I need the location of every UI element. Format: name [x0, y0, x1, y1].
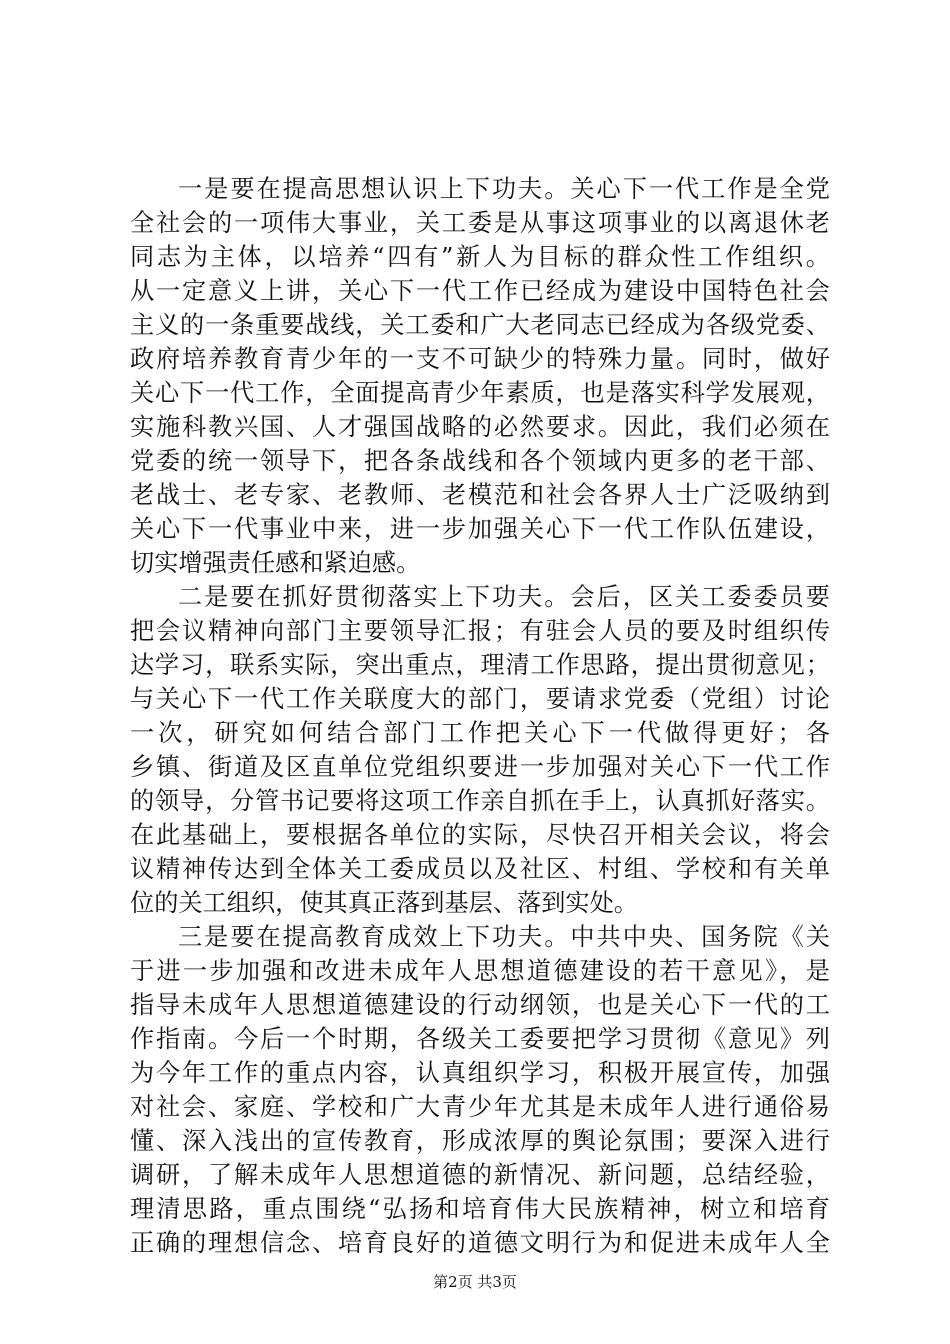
text-line: 理清思路，重点围绕“弘扬和培育伟大民族精神，树立和培育	[130, 1195, 830, 1223]
text-line: 乡镇、街道及区直单位党组织要进一步加强对关心下一代工作	[130, 753, 830, 781]
text-line: 三是要在提高教育成效上下功夫。中共中央、国务院《关	[178, 923, 830, 951]
text-line: 党委的统一领导下，把各条战线和各个领域内更多的老干部、	[130, 447, 830, 475]
text-line: 对社会、家庭、学校和广大青少年尤其是未成年人进行通俗易	[130, 1093, 830, 1121]
text-line: 全社会的一项伟大事业，关工委是从事这项事业的以离退休老	[130, 209, 830, 237]
text-line: 指导未成年人思想道德建设的行动纲领，也是关心下一代的工	[130, 991, 830, 1019]
text-line: 同志为主体，以培养“四有”新人为目标的群众性工作组织。	[130, 243, 830, 271]
text-line: 把会议精神向部门主要领导汇报；有驻会人员的要及时组织传	[130, 617, 830, 645]
text-line: 议精神传达到全体关工委成员以及社区、村组、学校和有关单	[130, 855, 830, 883]
text-line: 切实增强责任感和紧迫感。	[130, 549, 421, 577]
page-footer	[0, 1272, 950, 1292]
text-line: 为今年工作的重点内容，认真组织学习，积极开展宣传，加强	[130, 1059, 830, 1087]
paragraph-2	[130, 580, 830, 920]
text-line: 在此基础上，要根据各单位的实际，尽快召开相关会议，将会	[130, 821, 830, 849]
text-line: 一次，研究如何结合部门工作把关心下一代做得更好；各	[130, 719, 830, 747]
text-line: 实施科教兴国、人才强国战略的必然要求。因此，我们必须在	[130, 413, 830, 441]
text-line: 正确的理想信念、培育良好的道德文明行为和促进未成年人全	[130, 1229, 830, 1257]
text-line: 关心下一代事业中来，进一步加强关心下一代工作队伍建设，	[130, 515, 830, 543]
page-number-label: 第2页 共3页	[433, 1273, 517, 1291]
document-body	[130, 172, 830, 1260]
text-line: 达学习，联系实际，突出重点，理清工作思路，提出贯彻意见；	[130, 651, 830, 679]
text-line: 关心下一代工作，全面提高青少年素质，也是落实科学发展观，	[130, 379, 830, 407]
text-line: 与关心下一代工作关联度大的部门，要请求党委（党组）讨论	[130, 685, 830, 713]
text-line: 调研，了解未成年人思想道德的新情况、新问题，总结经验，	[130, 1161, 830, 1189]
text-line: 作指南。今后一个时期，各级关工委要把学习贯彻《意见》列	[130, 1025, 830, 1053]
paragraph-3	[130, 920, 830, 1260]
text-line: 主义的一条重要战线，关工委和广大老同志已经成为各级党委、	[130, 311, 830, 339]
text-line: 从一定意义上讲，关心下一代工作已经成为建设中国特色社会	[130, 277, 830, 305]
text-line: 老战士、老专家、老教师、老模范和社会各界人士广泛吸纳到	[130, 481, 830, 509]
text-line: 二是要在抓好贯彻落实上下功夫。会后，区关工委委员要	[178, 583, 830, 611]
text-line: 的领导，分管书记要将这项工作亲自抓在手上，认真抓好落实。	[130, 787, 830, 815]
text-line: 于进一步加强和改进未成年人思想道德建设的若干意见》，是	[130, 957, 830, 985]
text-line: 一是要在提高思想认识上下功夫。关心下一代工作是全党	[178, 175, 830, 203]
text-line: 位的关工组织，使其真正落到基层、落到实处。	[130, 889, 638, 917]
text-line: 懂、深入浅出的宣传教育，形成浓厚的舆论氛围；要深入进行	[130, 1127, 830, 1155]
paragraph-1	[130, 172, 830, 580]
text-line: 政府培养教育青少年的一支不可缺少的特殊力量。同时，做好	[130, 345, 830, 373]
